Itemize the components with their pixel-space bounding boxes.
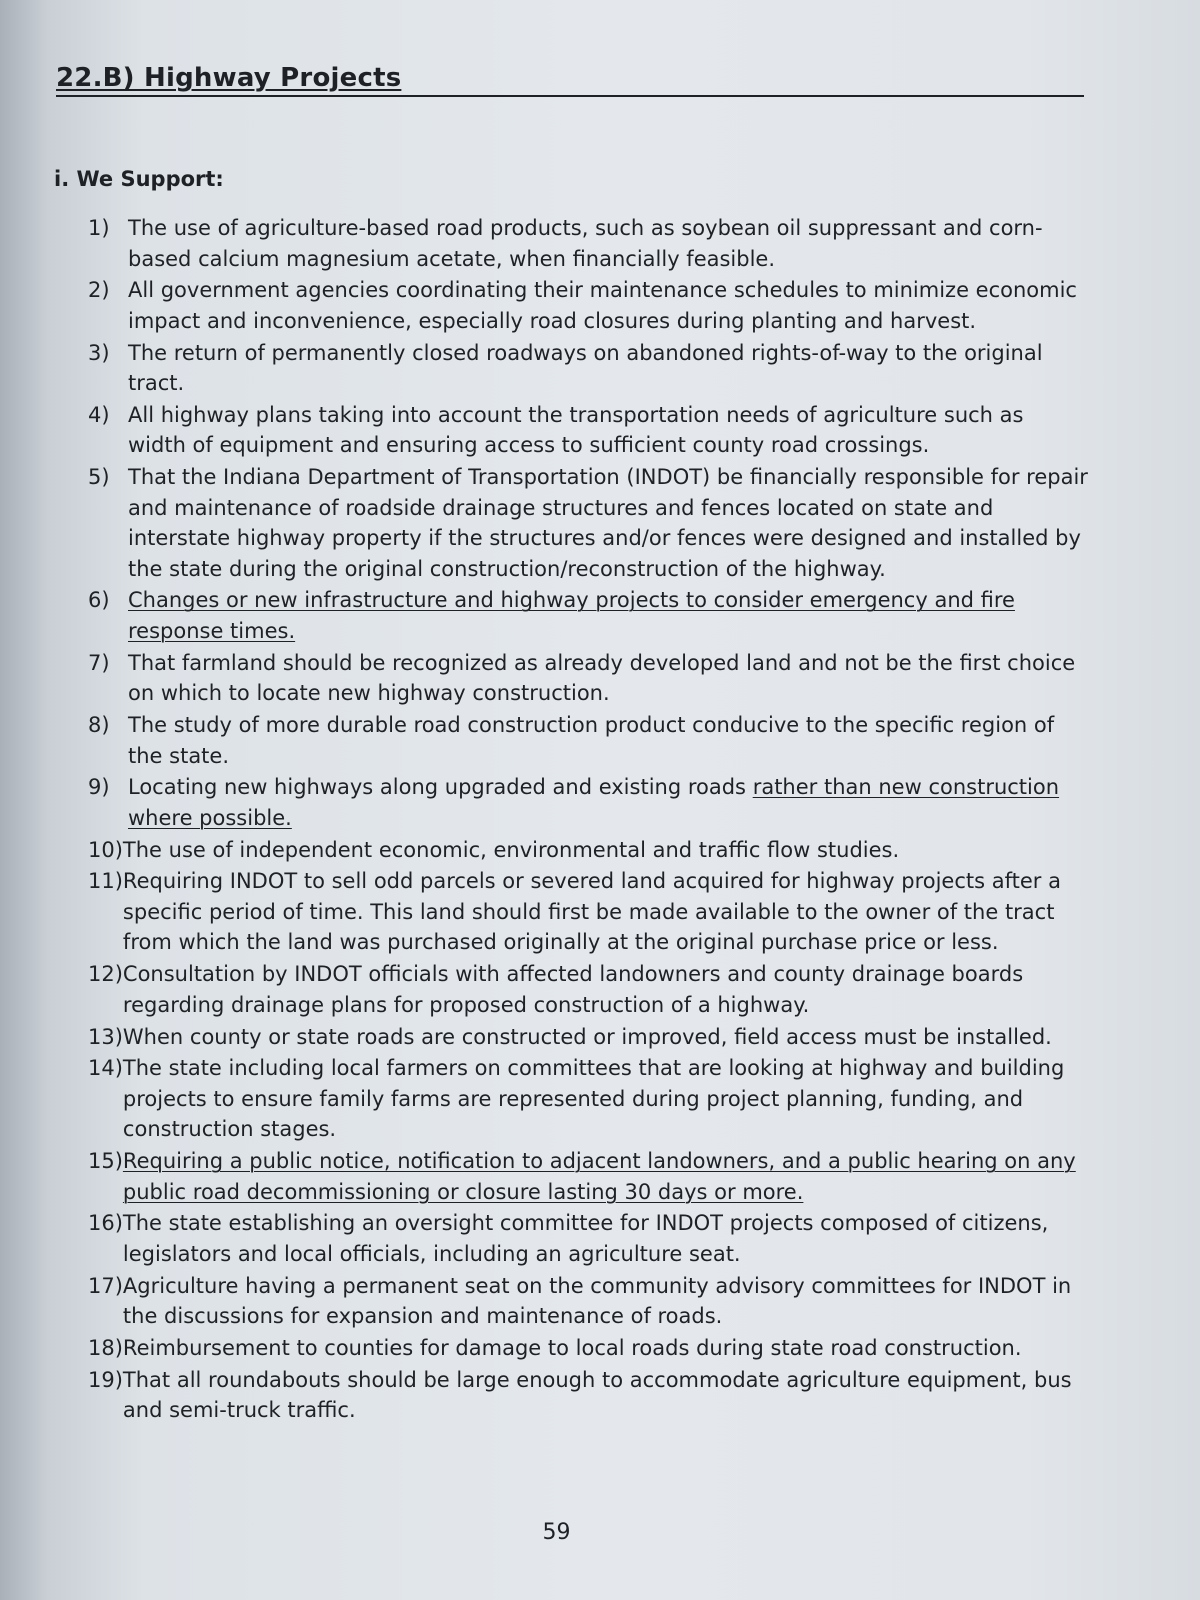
list-item-plain-text: The use of agriculture-based road products, such as soybean oil suppressant and corn-based calcium magnesium acetate, when financially feasible.	[128, 216, 1043, 271]
list-item-text	[128, 338, 1088, 399]
list-item-text	[128, 585, 1088, 646]
list-item-number: 15)	[88, 1149, 123, 1174]
list-item-plain-text: The use of independent economic, environmental and traffic flow studies.	[122, 837, 900, 862]
list-item-text	[123, 1146, 1088, 1207]
list-item-plain-text: Reimbursement to counties for damage to local roads during state road construction.	[122, 1336, 1022, 1361]
list-item	[88, 585, 1088, 646]
list-item	[88, 462, 1088, 584]
list-item-number: 13)	[88, 1024, 123, 1049]
list-item	[88, 1146, 1088, 1207]
page-number: 59	[542, 1520, 571, 1545]
list-item	[88, 1053, 1088, 1145]
list-item-number: 18)	[88, 1336, 123, 1361]
list-item-plain-text: Locating new highways along upgraded and existing roads	[128, 775, 753, 800]
list-item-underlined-text: rather than new construction where possible.	[128, 775, 1060, 830]
list-item-number: 5)	[88, 465, 110, 490]
list-item-plain-text: The study of more durable road construction product conducive to the specific region of the state.	[128, 713, 1055, 768]
list-item	[88, 1333, 1088, 1364]
list-item-number: 7)	[88, 650, 110, 675]
list-item-plain-text: Requiring INDOT to sell odd parcels or severed land acquired for highway projects after a specific period of time. This land should first be made available to the owner of the tract from which the land was purchased originally at the original purchase price or less.	[122, 869, 1061, 955]
list-item-text	[128, 772, 1088, 833]
list-item-plain-text: The state establishing an oversight committee for INDOT projects composed of citizens, legislators and local officials, including an agriculture seat.	[122, 1211, 1049, 1266]
list-item-number: 19)	[88, 1367, 123, 1392]
support-list	[88, 213, 1088, 1427]
list-item-text	[123, 1365, 1088, 1426]
list-item-text	[128, 462, 1088, 584]
list-item-number: 2)	[88, 278, 110, 303]
list-item-plain-text: All highway plans taking into account the transportation needs of agriculture such as width of equipment and ensuring access to sufficient county road crossings.	[128, 402, 1024, 458]
list-item-text	[128, 213, 1088, 274]
list-item	[88, 1365, 1088, 1426]
list-item-text	[123, 1053, 1088, 1145]
list-item-plain-text: When county or state roads are constructed or improved, field access must be installed.	[122, 1024, 1052, 1049]
list-item-plain-text: Consultation by INDOT officials with affected landowners and county drainage boards regarding drainage plans for proposed construction of a highway.	[122, 962, 1024, 1017]
list-item	[88, 866, 1088, 958]
list-item-plain-text: Agriculture having a permanent seat on the community advisory committees for INDOT in the discussions for expansion and maintenance of roads.	[122, 1273, 1072, 1329]
list-item	[88, 1022, 1088, 1053]
list-item	[88, 338, 1088, 399]
list-item-plain-text: All government agencies coordinating their maintenance schedules to minimize economic impact and inconvenience, especially road closures during planting and harvest.	[128, 278, 1077, 333]
list-item-text	[123, 1333, 1088, 1364]
list-item-text	[123, 959, 1088, 1020]
list-item-text	[123, 1022, 1088, 1053]
list-item-number: 16)	[88, 1211, 123, 1236]
list-item-text	[123, 866, 1088, 958]
list-item-text	[123, 1271, 1088, 1332]
list-item	[88, 275, 1088, 336]
list-item-number: 12)	[88, 962, 123, 987]
list-item	[88, 1271, 1088, 1332]
section-heading	[56, 62, 1084, 97]
list-item	[88, 213, 1088, 274]
list-item	[88, 1208, 1088, 1269]
list-item	[88, 835, 1088, 866]
list-item-number: 3)	[88, 340, 110, 365]
support-subheading: i. We Support:	[54, 167, 224, 191]
list-item-number: 14)	[88, 1056, 123, 1081]
list-item-number: 1)	[88, 216, 110, 240]
list-item-number: 9)	[88, 775, 110, 800]
list-item-text	[123, 835, 1088, 866]
list-item-text	[128, 648, 1088, 709]
list-item	[88, 959, 1088, 1020]
list-item	[88, 772, 1088, 833]
list-item-plain-text: The return of permanently closed roadways on abandoned rights-of-way to the original tract.	[128, 340, 1043, 396]
list-item-number: 11)	[88, 869, 123, 894]
list-item-number: 10)	[88, 837, 123, 862]
list-item-plain-text: That all roundabouts should be large enough to accommodate agriculture equipment, bus and semi-truck traffic.	[122, 1367, 1072, 1423]
list-item-text	[128, 710, 1088, 771]
list-item	[88, 400, 1088, 461]
list-item-number: 6)	[88, 588, 110, 613]
list-item-number: 4)	[88, 402, 110, 427]
section-title: 22.B) Highway Projects	[56, 63, 402, 93]
list-item-text	[123, 1208, 1088, 1269]
list-item-number: 8)	[88, 713, 110, 738]
list-item-number: 17)	[88, 1273, 123, 1298]
list-item-plain-text: The state including local farmers on committees that are looking at highway and building projects to ensure family farms are represented during project planning, funding, and construction stages.	[122, 1056, 1065, 1142]
list-item-underlined-text: Changes or new infrastructure and highway projects to consider emergency and fire response times.	[128, 588, 1015, 643]
list-item-plain-text: That the Indiana Department of Transportation (INDOT) be financially responsible for repair and maintenance of roadside drainage structures and fences located on state and interstate highway property if the structures and/or fences were designed and installed by the state during the original construction/reconstruction of the highway.	[128, 465, 1088, 581]
list-item-text	[128, 400, 1088, 461]
list-item-text	[128, 275, 1088, 336]
list-item	[88, 710, 1088, 771]
list-item-plain-text: That farmland should be recognized as already developed land and not be the first choice on which to locate new highway construction.	[128, 650, 1076, 706]
list-item	[88, 648, 1088, 709]
list-item-underlined-text: Requiring a public notice, notification to adjacent landowners, and a public hearing on any public road decommissioning or closure lasting 30 days or more.	[122, 1149, 1076, 1204]
